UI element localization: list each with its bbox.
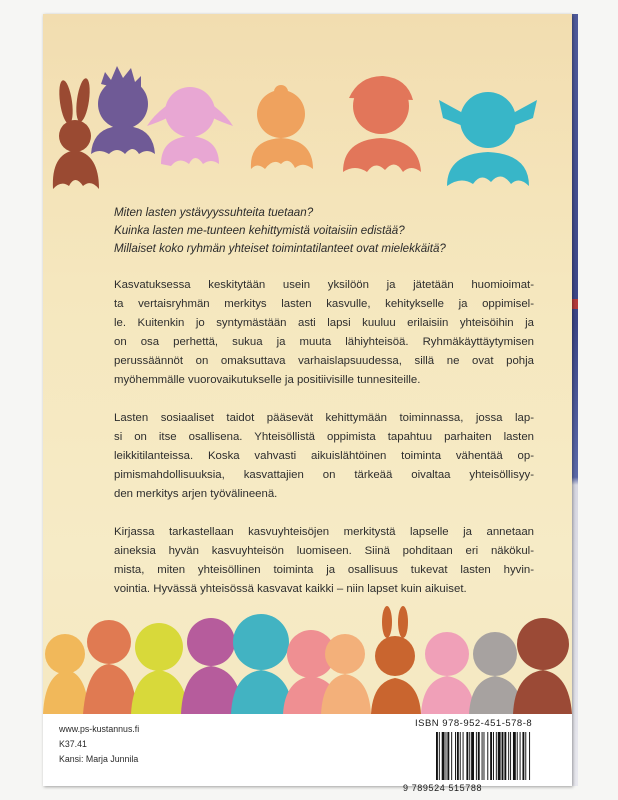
text-line: perussäännöt on omaksuttava varhaislapsuudessa, sillä ne ovat pohja	[114, 355, 534, 367]
barcode-bar	[502, 732, 504, 780]
barcode-bar	[460, 732, 461, 780]
paragraph-3	[114, 523, 534, 599]
text-line: on osa perhettä, sukua ja muuta lähiyhteisöä. Ryhmäkäyttäytymisen	[114, 336, 534, 348]
text-line: pimismahdollisuuksia, kasvattajien on tärkeää oivaltaa yhteisöllisyy-	[114, 469, 534, 481]
question-line: Miten lasten ystävyyssuhteita tuetaan?	[114, 206, 314, 219]
barcode-bar	[447, 732, 449, 780]
barcode-bar	[498, 732, 501, 780]
publisher-info	[59, 722, 139, 767]
publisher-url[interactable]: www.ps-kustannus.fi	[59, 724, 140, 734]
text-line: myöhemmälle vuorovaikutukselle ja positiivisille tunnesiteille.	[114, 374, 421, 386]
barcode-bar	[455, 732, 456, 780]
text-line: ta vertaisryhmän merkitys lasten kasvulle, kehitykselle ja oppimisel-	[114, 298, 534, 310]
barcode-bar	[525, 732, 526, 780]
isbn-label: ISBN 978-952-451-578-8	[415, 718, 533, 729]
barcode-bar	[466, 732, 468, 780]
barcode-bar	[493, 732, 494, 780]
barcode-bar	[471, 732, 474, 780]
back-cover	[43, 14, 572, 793]
barcode-bar	[496, 732, 497, 780]
text-line: den merkitys arjen työvälineenä.	[114, 488, 278, 500]
barcode-bar	[520, 732, 521, 780]
text-line: aineksia hyvän kasvuyhteisön luomiseen. Siinä pohditaan eri näkökul-	[114, 545, 534, 557]
text-line: vointia. Hyvässä yhteisössä kasvavat kaikki – niin lapset kuin aikuiset.	[114, 583, 467, 595]
barcode-bar	[439, 732, 440, 780]
text-line: leikkitilanteissa. Koska vahvasti aikuislähtöinen toiminta vähentää op-	[114, 450, 534, 462]
description-text	[114, 276, 534, 618]
barcode-bar	[436, 732, 438, 780]
barcode-bar	[510, 732, 511, 780]
barcode-bar	[482, 732, 483, 780]
classification-code: K37.41	[59, 739, 87, 749]
barcode-bar	[451, 732, 452, 780]
barcode-bar	[469, 732, 470, 780]
paragraph-2	[114, 409, 534, 504]
barcode	[432, 730, 564, 782]
barcode-bar	[457, 732, 459, 780]
barcode-bar	[484, 732, 485, 780]
barcode-bar	[529, 732, 530, 780]
barcode-bar	[478, 732, 480, 780]
text-line: Lasten sosiaaliset taidot pääsevät kehittymään toiminnassa, jossa lap-	[114, 412, 534, 424]
bottom-child-row	[43, 606, 572, 714]
barcode-digits: 9 789524 515788	[403, 783, 483, 793]
barcode-bars-icon	[432, 730, 564, 782]
cover-credit: Kansi: Marja Junnila	[59, 754, 139, 764]
barcode-bar	[522, 732, 524, 780]
barcode-bar	[463, 732, 464, 780]
text-line: Kasvatuksessa keskitytään usein yksilöön ja jätetään huomioimat-	[114, 279, 534, 291]
barcode-bar	[490, 732, 492, 780]
barcode-bar	[487, 732, 488, 780]
barcode-bar	[508, 732, 509, 780]
paragraph-1	[114, 276, 534, 390]
text-line: le. Kuitenkin jo syntymästään asti lapsi kuuluu erilaisiin yhteisöihin ja	[114, 317, 534, 329]
barcode-bar	[476, 732, 477, 780]
question-line: Millaiset koko ryhmän yhteiset toimintatilanteet ovat mielekkäitä?	[114, 242, 446, 255]
barcode-bar	[513, 732, 516, 780]
question-list	[114, 204, 534, 258]
text-line: si on itse osallisena. Yhteisöllistä oppimista tapahtuu parhaiten lasten	[114, 431, 534, 443]
barcode-bar	[504, 732, 506, 780]
barcode-bar	[446, 732, 447, 780]
barcode-bar	[442, 732, 445, 780]
text-line: Kirjassa tarkastellaan kasvuyhteisöjen merkitystä lapselle ja annetaan	[114, 526, 534, 538]
question-line: Kuinka lasten me-tunteen kehittymistä voitaisiin edistää?	[114, 224, 405, 237]
book-spine	[572, 14, 578, 786]
text-line: mista, miten yhteisöllinen toiminta ja osallisuus tukevat lasten hyvin-	[114, 564, 534, 576]
barcode-bar	[517, 732, 518, 780]
